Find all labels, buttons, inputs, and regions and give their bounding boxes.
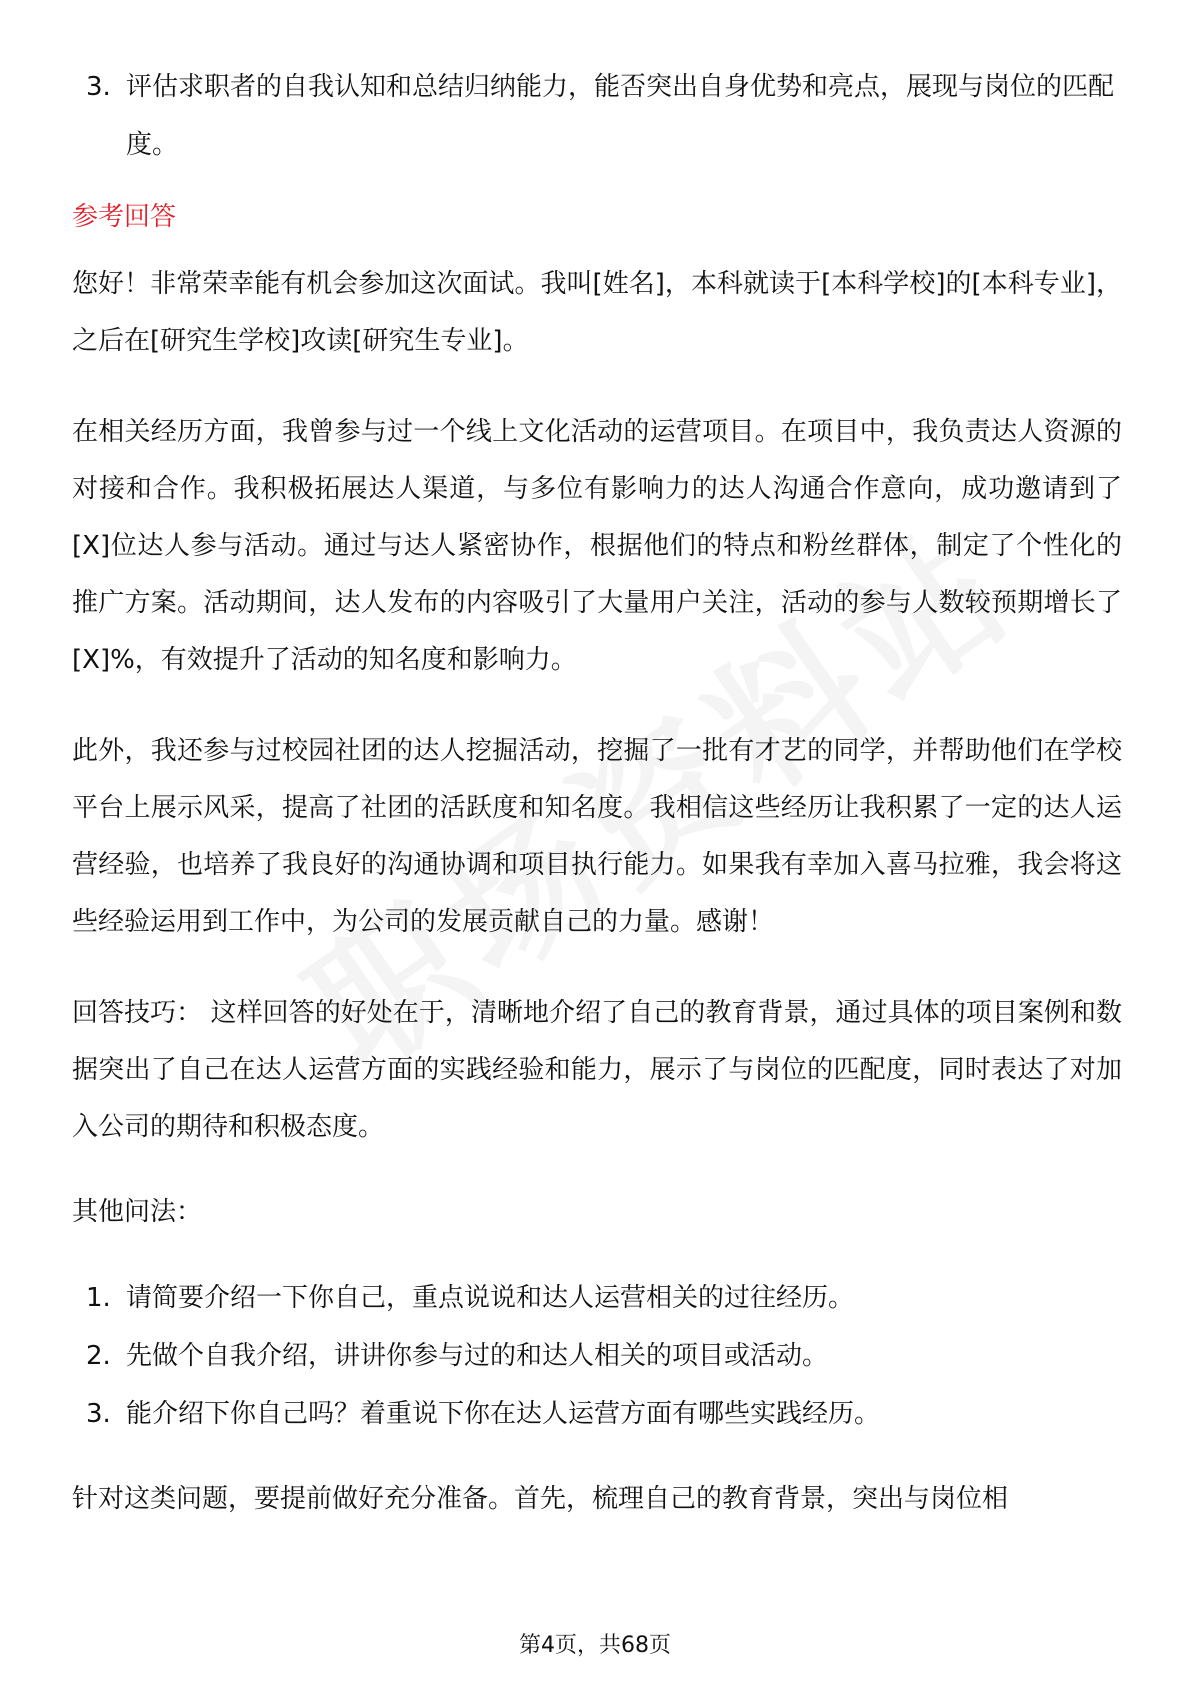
list-number: 2. <box>86 1341 111 1371</box>
evaluation-list <box>72 58 1122 174</box>
list-text: 能介绍下你自己吗？着重说下你在达人运营方面有哪些实践经历。 <box>126 1399 881 1429</box>
list-item <box>72 1385 1122 1443</box>
page-content <box>72 58 1122 1528</box>
list-item <box>72 1269 1122 1327</box>
closing-paragraph: 针对这类问题，要提前做好充分准备。首先，梳理自己的教育背景，突出与岗位相 <box>72 1484 1009 1514</box>
list-item <box>72 1327 1122 1385</box>
other-questions-list <box>72 1269 1122 1443</box>
list-text: 评估求职者的自我认知和总结归纳能力，能否突出自身优势和亮点，展现与岗位的匹配度。 <box>126 72 1115 160</box>
answer-tips: 回答技巧： 这样回答的好处在于，清晰地介绍了自己的教育背景，通过具体的项目案例和数据突出了自己在达人运营方面的实践经验和能力，展示了与岗位的匹配度，同时表达了对加入公司的期待和积极态度。 <box>72 998 1122 1142</box>
list-number: 1. <box>86 1283 111 1313</box>
answer-section-title: 参考回答 <box>72 202 177 232</box>
other-questions-label: 其他问法： <box>72 1197 203 1227</box>
page-footer: 第4页，共68页 <box>519 1633 671 1658</box>
answer-paragraph: 您好！非常荣幸能有机会参加这次面试。我叫[姓名]，本科就读于[本科学校]的[本科专业]，之后在[研究生学校]攻读[研究生专业]。 <box>72 269 1122 356</box>
list-number: 3. <box>86 1399 111 1429</box>
answer-paragraph: 在相关经历方面，我曾参与过一个线上文化活动的运营项目。在项目中，我负责达人资源的对接和合作。我积极拓展达人渠道，与多位有影响力的达人沟通合作意向，成功邀请到了[X]位达人参与活动。通过与达人紧密协作，根据他们的特点和粉丝群体，制定了个性化的推广方案。活动期间，达人发布的内容吸引了大量用户关注，活动的参与人数较预期增长了[X]%，有效提升了活动的知名度和影响力。 <box>72 417 1122 675</box>
list-number: 3. <box>86 72 111 102</box>
list-item <box>72 58 1122 174</box>
list-text: 先做个自我介绍，讲讲你参与过的和达人相关的项目或活动。 <box>126 1341 829 1371</box>
answer-paragraph: 此外，我还参与过校园社团的达人挖掘活动，挖掘了一批有才艺的同学，并帮助他们在学校平台上展示风采，提高了社团的活跃度和知名度。我相信这些经历让我积累了一定的达人运营经验，也培养了我良好的沟通协调和项目执行能力。如果我有幸加入喜马拉雅，我会将这些经验运用到工作中，为公司的发展贡献自己的力量。感谢！ <box>72 736 1122 937</box>
list-text: 请简要介绍一下你自己，重点说说和达人运营相关的过往经历。 <box>126 1283 855 1313</box>
